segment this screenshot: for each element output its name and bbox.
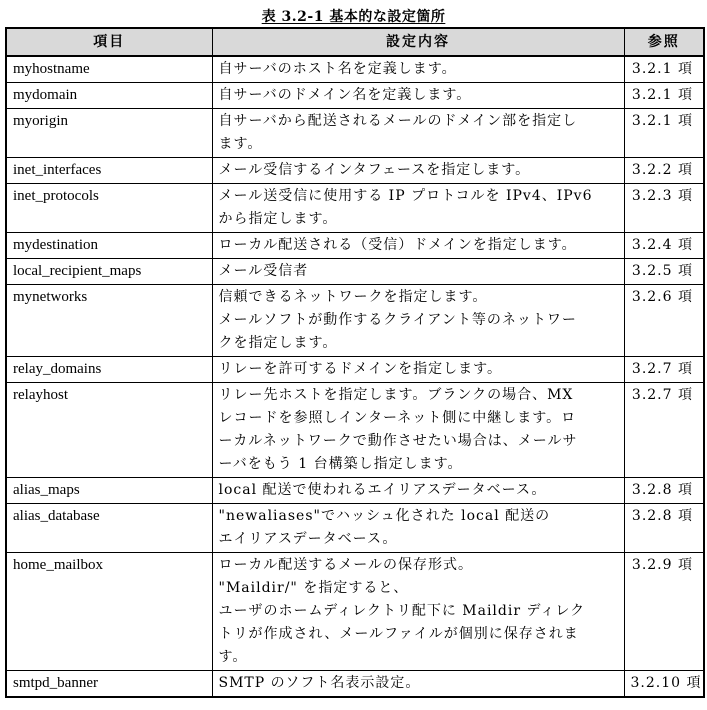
row-reference: 3.2.1 項 (624, 83, 704, 109)
row-reference: 3.2.5 項 (624, 259, 704, 285)
table-row (6, 233, 704, 259)
row-description: local 配送で使われるエイリアスデータベース。 (212, 478, 624, 504)
table-row (6, 184, 704, 233)
table-row (6, 504, 704, 553)
table-row (6, 83, 704, 109)
table-row (6, 259, 704, 285)
row-reference: 3.2.10 項 (624, 671, 704, 698)
header-reference: 参照 (624, 28, 704, 56)
row-item: myhostname (6, 56, 212, 83)
table-row (6, 285, 704, 357)
settings-table (5, 27, 705, 698)
row-description: メール送受信に使用する IP プロトコルを IPv4、IPv6 から指定します。 (212, 184, 624, 233)
table-row (6, 553, 704, 671)
row-description: メール受信するインタフェースを指定します。 (212, 158, 624, 184)
row-description: 自サーバのホスト名を定義します。 (212, 56, 624, 83)
row-description: リレー先ホストを指定します。ブランクの場合、MX レコードを参照しインターネット側に中継します。ロ ーカルネットワークで動作させたい場合は、メールサ ーバをもう 1 台構築し指定します。 (212, 383, 624, 478)
row-description: 自サーバから配送されるメールのドメイン部を指定し ます。 (212, 109, 624, 158)
row-item: myorigin (6, 109, 212, 158)
row-reference: 3.2.9 項 (624, 553, 704, 671)
row-item: inet_protocols (6, 184, 212, 233)
row-reference: 3.2.8 項 (624, 504, 704, 553)
row-description: SMTP のソフト名表示設定。 (212, 671, 624, 698)
table-row (6, 56, 704, 83)
table-row (6, 383, 704, 478)
row-reference: 3.2.2 項 (624, 158, 704, 184)
header-item: 項目 (6, 28, 212, 56)
row-description: ローカル配送される（受信）ドメインを指定します。 (212, 233, 624, 259)
row-description: 自サーバのドメイン名を定義します。 (212, 83, 624, 109)
row-description: "newaliases"でハッシュ化された local 配送の エイリアスデータベース。 (212, 504, 624, 553)
row-description: 信頼できるネットワークを指定します。 メールソフトが動作するクライアント等のネットワー クを指定します。 (212, 285, 624, 357)
row-reference: 3.2.1 項 (624, 109, 704, 158)
table-row (6, 109, 704, 158)
header-description: 設定内容 (212, 28, 624, 56)
row-item: local_recipient_maps (6, 259, 212, 285)
row-item: mydestination (6, 233, 212, 259)
row-reference: 3.2.3 項 (624, 184, 704, 233)
row-item: mynetworks (6, 285, 212, 357)
row-item: smtpd_banner (6, 671, 212, 698)
table-row (6, 158, 704, 184)
row-item: inet_interfaces (6, 158, 212, 184)
row-reference: 3.2.8 項 (624, 478, 704, 504)
row-reference: 3.2.7 項 (624, 383, 704, 478)
row-description: メール受信者 (212, 259, 624, 285)
row-item: relayhost (6, 383, 212, 478)
row-reference: 3.2.7 項 (624, 357, 704, 383)
table-row (6, 478, 704, 504)
table-row (6, 357, 704, 383)
row-reference: 3.2.4 項 (624, 233, 704, 259)
table-row (6, 671, 704, 698)
row-item: alias_maps (6, 478, 212, 504)
row-description: ローカル配送するメールの保存形式。 "Maildir/" を指定すると、 ユーザのホームディレクトリ配下に Maildir ディレク トリが作成され、メールファイルが個別に保存されま す。 (212, 553, 624, 671)
row-description: リレーを許可するドメインを指定します。 (212, 357, 624, 383)
row-reference: 3.2.1 項 (624, 56, 704, 83)
table-caption: 表 3.2-1 基本的な設定箇所 (261, 9, 446, 25)
row-item: relay_domains (6, 357, 212, 383)
row-item: home_mailbox (6, 553, 212, 671)
table-header-row (6, 28, 704, 56)
row-item: alias_database (6, 504, 212, 553)
row-item: mydomain (6, 83, 212, 109)
row-reference: 3.2.6 項 (624, 285, 704, 357)
